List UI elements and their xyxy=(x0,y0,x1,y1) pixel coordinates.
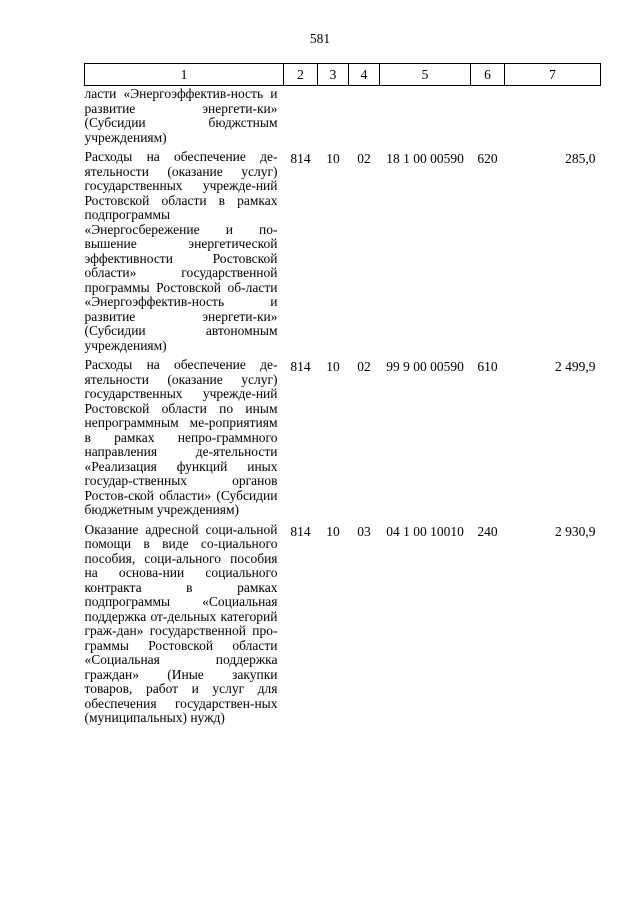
row-description: Оказание адресной соци-альной помощи в виде со-циального пособия, соци-ального пособия на основа-нии социального контракта в рамках подпрограммы «Социальная поддержка от-дельных категорий граж-дан» государственной про-граммы Ростовской области «Социальная поддержка граждан» (Иные закупки товаров, работ и услуг для обеспечения государствен-ных (муниципальных) нужд) xyxy=(84,521,278,725)
header-col-1: 1 xyxy=(85,64,284,86)
row-expense-type: 610 xyxy=(477,359,498,374)
header-row xyxy=(85,64,601,86)
row-description: ласти «Энергоэффектив-ность и развитие энергети-ки» (Субсидии бюджстным учреждениям) xyxy=(84,86,278,145)
row-ministry-code: 814 xyxy=(290,523,311,539)
row-expense-type: 620 xyxy=(477,151,498,166)
row-target-code: 04 1 00 10010 xyxy=(386,523,464,539)
budget-table xyxy=(84,63,601,726)
row-section-code: 10 xyxy=(326,359,340,374)
page-number: 581 xyxy=(309,31,331,46)
row-target-code: 99 9 00 00590 xyxy=(386,359,464,374)
row-subsection-code: 02 xyxy=(357,359,371,374)
row-amount: 285,0 xyxy=(565,151,596,166)
row-ministry-code: 814 xyxy=(290,359,311,374)
table-row xyxy=(85,145,601,353)
row-description: Расходы на обеспечение де-ятельности (оказание услуг) государственных учрежде-ний Ростовской области в рамках подпрограммы «Энергосбережение и по-вышение энергетической эффективности Ростовской области» государственной программы Ростовской об-ласти «Энергоэффектив-ность и развитие энергети-ки» (Субсидии автономным учреждениям) xyxy=(84,149,278,353)
header-col-3: 3 xyxy=(318,64,349,86)
row-target-code: 18 1 00 00590 xyxy=(386,151,464,166)
row-subsection-code: 03 xyxy=(357,523,371,539)
row-target-code xyxy=(380,86,471,146)
row-section-code: 10 xyxy=(326,523,340,539)
header-col-7: 7 xyxy=(505,64,601,86)
table-row xyxy=(85,518,601,726)
row-amount xyxy=(505,86,601,146)
header-col-6: 6 xyxy=(471,64,505,86)
row-section-code: 10 xyxy=(326,151,340,166)
row-ministry-code: 814 xyxy=(290,151,311,166)
row-subsection-code: 02 xyxy=(357,151,371,166)
header-col-4: 4 xyxy=(349,64,380,86)
row-section-code xyxy=(318,86,349,146)
row-expense-type: 240 xyxy=(477,523,498,539)
header-col-2: 2 xyxy=(284,64,318,86)
row-amount: 2 499,9 xyxy=(555,359,596,374)
row-subsection-code xyxy=(349,86,380,146)
table-row xyxy=(85,353,601,518)
header-col-5: 5 xyxy=(380,64,471,86)
row-ministry-code xyxy=(284,86,318,146)
row-expense-type xyxy=(471,86,505,146)
table-row xyxy=(85,86,601,146)
row-description: Расходы на обеспечение де-ятельности (оказание услуг) государственных учрежде-ний Ростовской области по иным непрограммным ме-роприятиям в рамках непро-граммного направления де-ятельности «Реализация функций иных государ-ственных органов Ростов-ской области» (Субсидии бюджетным учреждениям) xyxy=(84,357,278,517)
row-amount: 2 930,9 xyxy=(555,523,596,539)
